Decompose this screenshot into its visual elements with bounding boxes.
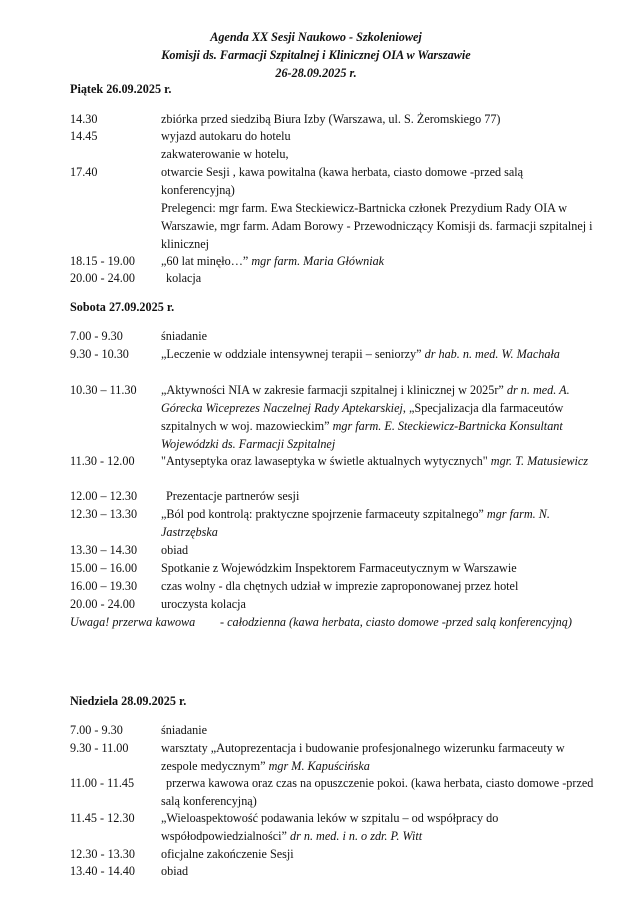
- row-description: [161, 345, 599, 363]
- speaker-name: mgr farm. Maria Główniak: [248, 254, 385, 268]
- speaker-name: dr hab. n. med. W. Machała: [421, 347, 560, 361]
- row-time: 13.40 - 14.40: [70, 864, 135, 878]
- day-heading-saturday: Sobota 27.09.2025 r.: [70, 300, 175, 314]
- row-time: 10.30 – 11.30: [70, 383, 137, 397]
- lecture-title: "Antyseptyka oraz lawaseptyka w świetle aktualnych wytycznych": [161, 454, 488, 468]
- agenda-row: [70, 327, 600, 345]
- row-description: Spotkanie z Wojewódzkim Inspektorem Farmaceutycznym w Warszawie: [161, 561, 517, 575]
- agenda-row: [70, 345, 600, 363]
- agenda-row: [70, 127, 600, 163]
- agenda-row: [70, 809, 600, 845]
- lecture-title: warsztaty „Autoprezentacja i budowanie profesjonalnego wizerunku farmaceuty w zespole medycznym”: [161, 741, 565, 773]
- row-text: kolacja: [166, 271, 202, 285]
- row-text: przerwa kawowa oraz czas na opuszczenie pokoi. (kawa herbata, ciasto domowe -przed salą konferencyjną): [161, 776, 594, 808]
- lecture-title: „Aktywności NIA w zakresie farmacji szpitalnej i klinicznej w 2025r”: [161, 383, 504, 397]
- agenda-row: [70, 487, 600, 505]
- row-time: 11.30 - 12.00: [70, 454, 135, 468]
- row-description: oficjalne zakończenie Sesji: [161, 847, 294, 861]
- agenda-row: [70, 252, 600, 270]
- speaker-name: mgr M. Kapuścińska: [265, 759, 370, 773]
- note-label: Uwaga! przerwa kawowa: [70, 615, 196, 629]
- row-text: Prezentacje partnerów sesji: [166, 489, 300, 503]
- row-description: [161, 487, 599, 505]
- row-time: 9.30 - 11.00: [70, 741, 129, 755]
- row-time: 14.30: [70, 112, 98, 126]
- agenda-row: [70, 110, 600, 128]
- row-description: [161, 739, 599, 775]
- row-time: 14.45: [70, 129, 98, 143]
- coffee-break-note: [70, 613, 600, 631]
- row-description: obiad: [161, 543, 189, 557]
- row-description: [161, 809, 599, 845]
- opening-text: otwarcie Sesji , kawa powitalna (kawa herbata, ciasto domowe -przed salą konferencyjną): [161, 165, 524, 197]
- row-time: 12.30 – 13.30: [70, 507, 138, 521]
- agenda-title: Agenda XX Sesji Naukowo - Szkoleniowej: [210, 30, 422, 44]
- row-time: 20.00 - 24.00: [70, 597, 135, 611]
- lecture-title: „60 lat minęło…”: [161, 254, 249, 268]
- row-time: 7.00 - 9.30: [70, 329, 123, 343]
- row-description: [161, 127, 599, 163]
- committee-title: Komisji ds. Farmacji Szpitalnej i Klinicznej OIA w Warszawie: [161, 48, 471, 62]
- row-description: [161, 163, 599, 253]
- agenda-row: [70, 163, 600, 253]
- row-time: 12.00 – 12.30: [70, 489, 138, 503]
- description-line: wyjazd autokaru do hotelu: [161, 129, 291, 143]
- lecture-title: „Ból pod kontrolą: praktyczne spojrzenie farmaceuty szpitalnego”: [161, 507, 484, 521]
- row-time: 18.15 - 19.00: [70, 254, 135, 268]
- agenda-row: [70, 269, 600, 287]
- row-description: obiad: [161, 864, 189, 878]
- agenda-row: [70, 559, 600, 577]
- row-description: [161, 452, 599, 470]
- day-heading-friday: Piątek 26.09.2025 r.: [70, 82, 172, 96]
- description-line: zakwaterowanie w hotelu,: [161, 147, 289, 161]
- row-description: śniadanie: [161, 329, 208, 343]
- row-time: 9.30 - 10.30: [70, 347, 129, 361]
- day-heading-sunday: Niedziela 28.09.2025 r.: [70, 694, 187, 708]
- speaker-name: mgr farm. N. Jastrzębska: [161, 507, 550, 539]
- agenda-row: [70, 721, 600, 739]
- row-time: 11.00 - 11.45: [70, 776, 135, 790]
- row-description: [161, 505, 599, 541]
- row-description: uroczysta kolacja: [161, 597, 246, 611]
- row-description: [161, 381, 599, 453]
- row-time: 17.40: [70, 165, 98, 179]
- row-description: czas wolny - dla chętnych udział w imprezie zaproponowanej przez hotel: [161, 579, 519, 593]
- row-description: zbiórka przed siedzibą Biura Izby (Warszawa, ul. S. Żeromskiego 77): [161, 112, 501, 126]
- speaker-name: dr n. med. A. Górecka Wiceprezes Naczelnej Rady Aptekarskiej: [161, 383, 570, 415]
- speakers-text: Prelegenci: mgr farm. Ewa Steckiewicz-Bartnicka członek Prezydium Rady OIA w Warszawie, mgr farm. Adam Borowy - Przewodniczący Komisji ds. farmacji szpitalnej i klinicznej: [161, 201, 593, 251]
- row-time: 7.00 - 9.30: [70, 723, 123, 737]
- agenda-row: [70, 845, 600, 863]
- agenda-row: [70, 505, 600, 541]
- lecture-title: „Leczenie w oddziale intensywnej terapii – seniorzy”: [161, 347, 422, 361]
- agenda-row: [70, 862, 600, 880]
- agenda-row: [70, 381, 600, 453]
- row-time: 20.00 - 24.00: [70, 271, 135, 285]
- row-description: śniadanie: [161, 723, 208, 737]
- speaker-name: mgr. T. Matusiewicz: [487, 454, 589, 468]
- agenda-row: [70, 595, 600, 613]
- agenda-row: [70, 739, 600, 775]
- row-description: [161, 269, 599, 287]
- row-time: 13.30 – 14.30: [70, 543, 138, 557]
- note-text: - całodzienna (kawa herbata, ciasto domowe -przed salą konferencyjną): [220, 615, 572, 629]
- agenda-row: [70, 452, 600, 470]
- row-time: 11.45 - 12.30: [70, 811, 135, 825]
- row-time: 12.30 - 13.30: [70, 847, 135, 861]
- agenda-row: [70, 541, 600, 559]
- row-time: 16.00 – 19.30: [70, 579, 138, 593]
- agenda-row: [70, 577, 600, 595]
- date-range: 26-28.09.2025 r.: [275, 66, 357, 80]
- agenda-row: [70, 774, 600, 810]
- lecture-title: , „Specjalizacja dla farmaceutów szpitalnych w woj. mazowieckim”: [161, 401, 564, 433]
- speaker-name: mgr farm. E. Steckiewicz-Bartnicka Konsultant Wojewódzki ds. Farmacji Szpitalnej: [161, 419, 563, 451]
- row-time: 15.00 – 16.00: [70, 561, 138, 575]
- lecture-title: „Wieloaspektowość podawania leków w szpitalu – od współpracy do współodpowiedzialności”: [161, 811, 499, 843]
- row-description: [161, 774, 599, 810]
- row-description: [161, 252, 599, 270]
- speaker-name: dr n. med. i n. o zdr. P. Witt: [286, 829, 423, 843]
